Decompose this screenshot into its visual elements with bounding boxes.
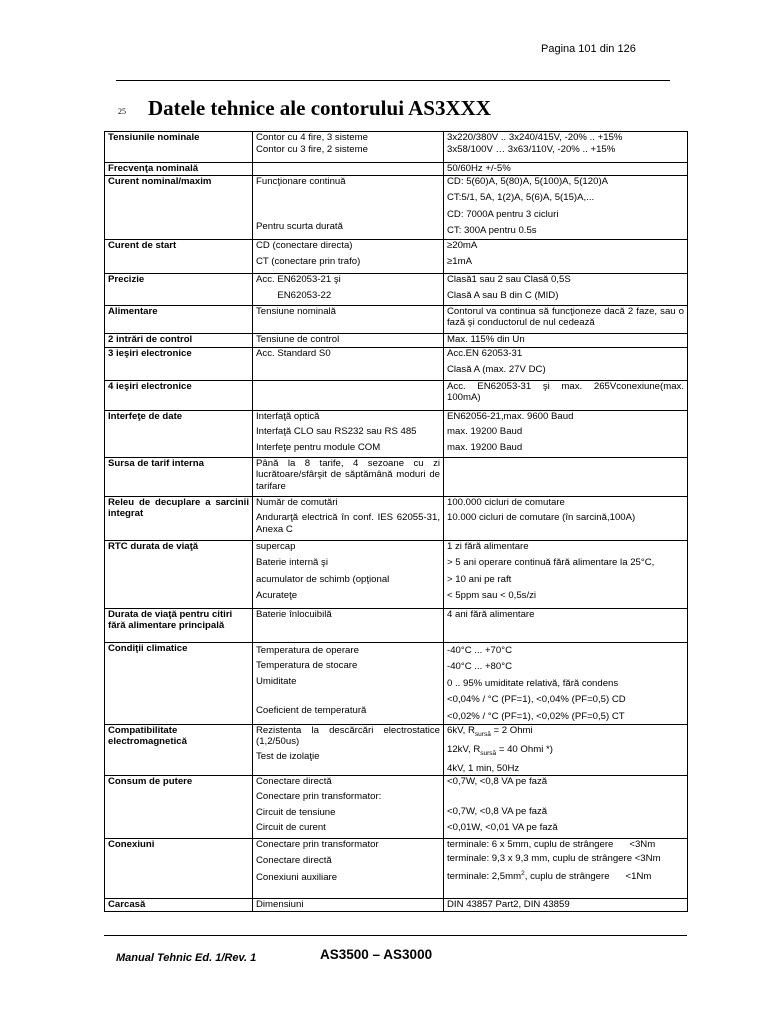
row-col2: Acc. EN62053-21 şi EN62053-22 [253,273,444,305]
bottom-rule [104,935,687,936]
row-col3 [444,457,688,496]
row-col3: 3x220/380V .. 3x240/415V, -20% .. +15% 3x58/100V … 3x63/110V, -20% .. +15% [444,132,688,163]
row-col3: CD: 5(60)A, 5(80)A, 5(100)A, 5(120)A CT:5/1, 5A, 1(2)A, 5(6)A, 5(15)A,... CD: 7000A pentru 3 cicluri CT: 300A pentru 0.5s [444,175,688,239]
row-col3: 100.000 cicluri de comutare 10.000 cicluri de comutare (în sarcină,100A) [444,496,688,540]
row-col3: Max. 115% din Un [444,333,688,347]
row-label: Curent de start [105,239,253,273]
row-col2: Contor cu 4 fire, 3 sisteme Contor cu 3 fire, 2 sisteme [253,132,444,163]
table-row [105,775,688,838]
table-row [105,838,688,898]
row-label: Precizie [105,273,253,305]
row-label: Carcasă [105,898,253,911]
row-col2: Tensiune nominală [253,305,444,333]
row-col2: Acc. Standard S0 [253,347,444,380]
row-label: Frecvenţa nominală [105,163,253,176]
footer-manual: Manual Tehnic Ed. 1/Rev. 1 [116,952,257,964]
row-label: Tensiunile nominale [105,132,253,163]
row-label: 2 intrări de control [105,333,253,347]
row-col3: 50/60Hz +/-5% [444,163,688,176]
row-col3: Clasă1 sau 2 sau Clasă 0,5S Clasă A sau B din C (MID) [444,273,688,305]
row-label: Condiţii climatice [105,642,253,724]
row-col3: -40°C ... +70°C -40°C ... +80°C 0 .. 95% umiditate relativă, fără condens <0,04% / °C (PF=1), <0,04% (PF=0,5) CD <0,02% / °C (PF=1), <0,02% (PF=0,5) CT [444,642,688,724]
row-col3: DIN 43857 Part2, DIN 43859 [444,898,688,911]
page-number: Pagina 101 din 126 [541,43,636,55]
row-col3: ≥20mA ≥1mA [444,239,688,273]
row-col3: Acc. EN62053-31 şi max. 265Vconexiune(max. 100mA) [444,380,688,410]
row-label: Conexiuni [105,838,253,898]
row-col2: Tensiune de control [253,333,444,347]
table-row [105,132,688,163]
row-label: 3 ieşiri electronice [105,347,253,380]
section-number: 25 [118,107,126,116]
table-row [105,273,688,305]
row-label: Durata de viaţă pentru citiri fără alimentare principală [105,608,253,642]
row-label: Consum de putere [105,775,253,838]
row-label: Curent nominal/maxim [105,175,253,239]
row-label: Compatibilitate electromagnetică [105,724,253,775]
page-title: Datele tehnice ale contorului AS3XXX [148,96,491,120]
table-row [105,608,688,642]
table-row [105,333,688,347]
row-col2: CD (conectare directa) CT (conectare prin trafo) [253,239,444,273]
table-row [105,305,688,333]
row-col3: Contorul va continua să funcţioneze dacă 2 faze, sau o fază şi conductorul de nul cedează [444,305,688,333]
row-col3: terminale: 6 x 5mm, cuplu de strângere <3Nm terminale: 9,3 x 9,3 mm, cuplu de strângere <3Nm terminale: $2,5mm^2$, cuplu de strângere <1Nm [444,838,688,898]
row-col2: supercap Baterie internă şi acumulator de schimb (opţional Acurateţe [253,540,444,608]
table-row [105,175,688,239]
footer-model: AS3500 – AS3000 [320,947,433,962]
row-col2: Rezistenta la descărcări electrostatice (1,2/50us) Test de izolaţie [253,724,444,775]
table-row [105,898,688,911]
row-col3: EN62056-21,max. 9600 Baud max. 19200 Baud max. 19200 Baud [444,410,688,457]
table-row [105,457,688,496]
row-col2: Conectare directă Conectare prin transformator: Circuit de tensiune Circuit de curent [253,775,444,838]
table-row [105,540,688,608]
row-col2: Dimensiuni [253,898,444,911]
row-col3: 6kV, $R_{sursă} = 2$ Ohmi 12kV, $R_{sursă} = 40$ Ohmi *) 4kV, 1 min, 50Hz [444,724,688,775]
row-col2: Interfaţă optică Interfaţă CLO sau RS232 sau RS 485 Interfeţe pentru module COM [253,410,444,457]
row-col2: Conectare prin transformator Conectare directă Conexiuni auxiliare [253,838,444,898]
row-label: Sursa de tarif interna [105,457,253,496]
table-row [105,347,688,380]
table-row [105,724,688,775]
row-col2: Până la 8 tarife, 4 sezoane cu zi lucrătoare/sfârşit de săptămână moduri de tarifare [253,457,444,496]
row-col3: Acc.EN 62053-31 Clasă A (max. 27V DC) [444,347,688,380]
table-row [105,410,688,457]
table-row [105,496,688,540]
row-label: Releu de decuplare a sarcinii integrat [105,496,253,540]
row-col2: Baterie înlocuibilă [253,608,444,642]
row-col2: Funcţionare continuă Pentru scurta durată [253,175,444,239]
row-label: RTC durata de viaţă [105,540,253,608]
spec-table [104,131,688,912]
row-col2 [253,380,444,410]
row-col2: Temperatura de operare Temperatura de stocare Umiditate Coeficient de temperatură [253,642,444,724]
top-rule [116,80,670,81]
row-col3: <0,7W, <0,8 VA pe fază <0,7W, <0,8 VA pe fază <0,01W, <0,01 VA pe fază [444,775,688,838]
table-row [105,239,688,273]
row-col3: 1 zi fără alimentare > 5 ani operare continuă fără alimentare la 25°C, > 10 ani pe raft < 5ppm sau < 0,5s/zi [444,540,688,608]
row-col2 [253,163,444,176]
row-label: Interfeţe de date [105,410,253,457]
row-col2: Număr de comutări Andurarţă electrică în conf. IES 62055-31, Anexa C [253,496,444,540]
row-col3: 4 ani fără alimentare [444,608,688,642]
table-row [105,163,688,176]
table-row [105,642,688,724]
row-label: 4 ieşiri electronice [105,380,253,410]
row-label: Alimentare [105,305,253,333]
table-row [105,380,688,410]
